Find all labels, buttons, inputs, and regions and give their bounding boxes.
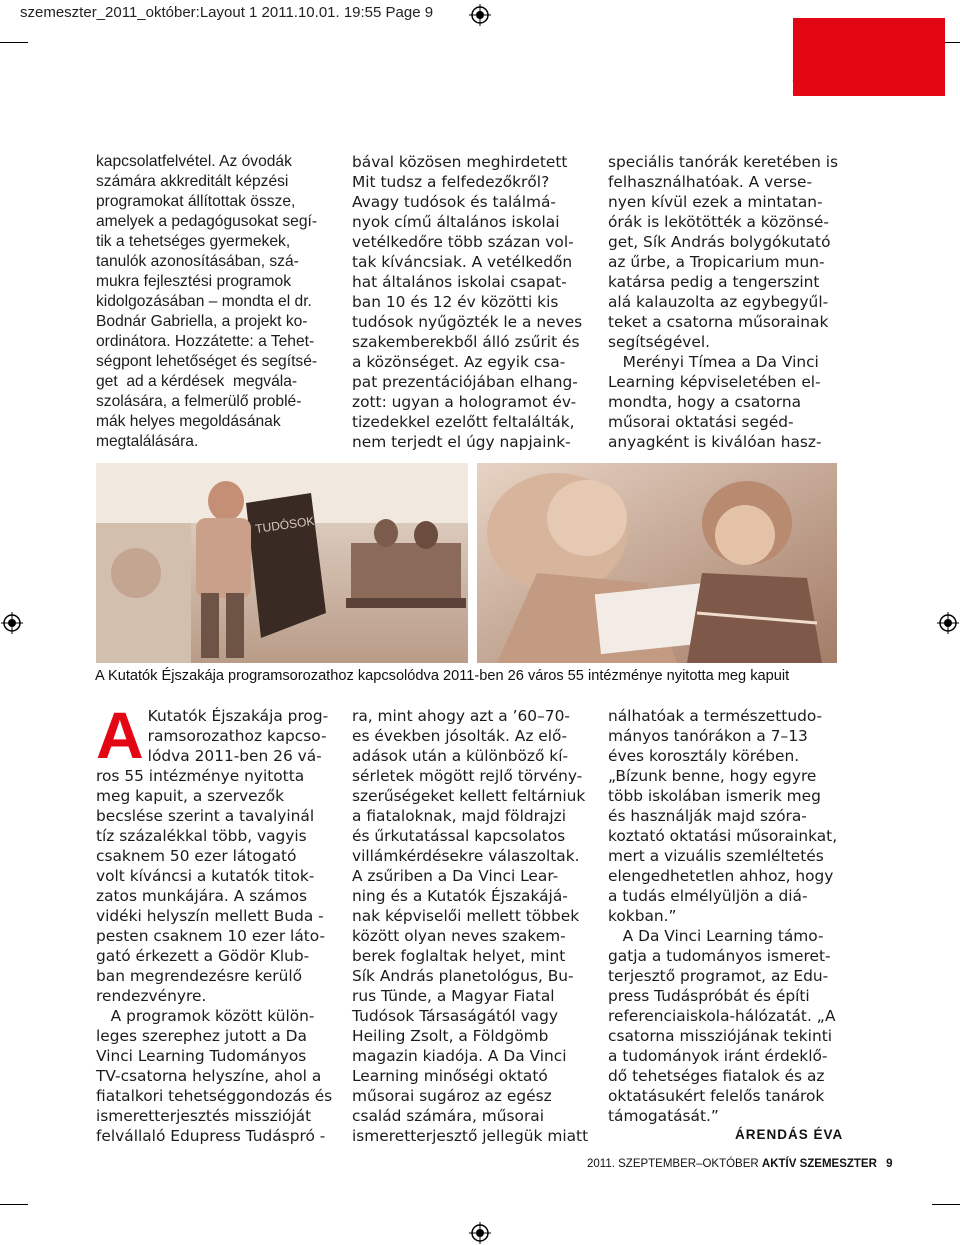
text-line: tak kíváncsiak. A vetélkedőn	[352, 253, 573, 271]
text-line: zatos munkájára. A számos	[96, 887, 308, 905]
text-line: vidéki helyszín mellett Buda -	[96, 907, 324, 925]
text-line: tanulók azonosításában, szá-	[96, 253, 299, 270]
text-line: bával közösen meghirdetett	[352, 153, 568, 171]
text-line: oktatásukért felelős tanárok	[608, 1087, 825, 1105]
registration-mark-icon	[937, 612, 959, 634]
text-line: ros 55 intézménye nyitotta	[96, 767, 305, 785]
text-line: szerűségeket kellett feltárniuk	[352, 787, 586, 805]
text-line: Kutatók Éjszakája prog-	[147, 707, 329, 725]
text-line: tudósok nyűgözték le a neves	[352, 313, 583, 331]
text-line: becslése szerint a tavalyinál	[96, 807, 315, 825]
text-line: ra, mint ahogy azt a ’60–70-	[352, 707, 570, 725]
text-line: éves korosztály körében.	[608, 747, 800, 765]
text-line: nem terjedt el úgy napjaink-	[352, 433, 571, 451]
text-line: katársa pedig a tengerszint	[608, 273, 820, 291]
article-column-2	[352, 706, 592, 1146]
text-line: csaknem 50 ezer látogató	[96, 847, 297, 865]
text-line: megtalálására.	[96, 433, 199, 450]
text-line: speciális tanórák keretében is	[608, 153, 839, 171]
text-line: ordinátora. Hozzátette: a Tehet-	[96, 333, 315, 350]
crop-mark	[0, 1204, 28, 1205]
text-line: elengedhetetlen ahhoz, hogy	[608, 867, 834, 885]
text-line: mert a vizuális szemléltetés	[608, 847, 824, 865]
intro-column	[96, 152, 336, 452]
text-line: és űrkutatással kapcsolatos	[352, 827, 566, 845]
footer-issue: 2011. SZEPTEMBER–OKTÓBER	[587, 1158, 759, 1170]
print-slug: szemeszter_2011_október:Layout 1 2011.10.01. 19:55 Page 9	[20, 4, 434, 21]
text-line: mondta, hogy a csatorna	[608, 393, 802, 411]
text-line: segítségével.	[608, 333, 711, 351]
text-line: pesten csaknem 10 ezer láto-	[96, 927, 326, 945]
text-line: Mit tudsz a felfedezőkről?	[352, 173, 550, 191]
text-line: alá kalauzolta az egybegyűl-	[608, 293, 829, 311]
text-line: magazin kiadója. A Da Vinci	[352, 1047, 567, 1065]
text-line: A zsűriben a Da Vinci Lear-	[352, 867, 559, 885]
text-line: sérletek mögött rejlő törvény-	[352, 767, 583, 785]
text-line: a tudás elmélyüljön a diá-	[608, 887, 808, 905]
text-line: a közönséget. Az egyik csa-	[352, 353, 566, 371]
text-line: órák is lekötötték a közönsé-	[608, 213, 829, 231]
text-line: és használják majd szóra-	[608, 807, 807, 825]
text-line: press Tudáspróbát és építi	[608, 987, 810, 1005]
text-line: meg kapuit, a szervezők	[96, 787, 285, 805]
text-line: a fiataloknak, majd földrajzi	[352, 807, 567, 825]
registration-mark-icon	[469, 4, 491, 26]
crop-mark	[0, 42, 28, 43]
text-line: számára akkreditált képzési	[96, 173, 289, 190]
article-column-1	[96, 698, 336, 1146]
text-line: mukra fejlesztési programok	[96, 273, 291, 290]
text-line: adások után a különböző kí-	[352, 747, 569, 765]
text-line: az űrbe, a Tropicarium mun-	[608, 253, 825, 271]
text-line: koztató oktatási műsorainkat,	[608, 827, 838, 845]
text-line: műsorai sugároz az egész	[352, 1087, 552, 1105]
text-line: volt kíváncsi a kutatók titok-	[96, 867, 315, 885]
page-number: 9	[886, 1158, 893, 1170]
text-line: között olyan neves szakem-	[352, 927, 566, 945]
article-column-3	[608, 706, 848, 1126]
text-line: ismeretterjesztő jellegük miatt	[352, 1127, 589, 1145]
text-line: amelyek a pedagógusokat segí-	[96, 213, 318, 230]
text-line: csatorna missziójának tekinti	[608, 1027, 833, 1045]
text-line: tizedekkel ezelőtt feltalálták,	[352, 413, 575, 431]
text-line: es években jósolták. Az elő-	[352, 727, 568, 745]
text-line: vetélkedőre több százan vol-	[352, 233, 574, 251]
text-line: zott: ugyan a hologramot év-	[352, 393, 577, 411]
text-line: tik a tehetséges gyermekek,	[96, 233, 291, 250]
page-footer	[587, 1158, 893, 1170]
text-line: a tudományok iránt érdeklő-	[608, 1047, 828, 1065]
text-line: pat prezentációjában elhang-	[352, 373, 578, 391]
text-line: lódva 2011-ben 26 vá-	[147, 747, 322, 765]
text-line: teket a csatorna műsorainak	[608, 313, 829, 331]
text-line: ning és a Kutatók Éjszakájá-	[352, 887, 568, 905]
text-line: kokban.”	[608, 907, 677, 925]
text-line: támogatását.”	[608, 1107, 719, 1125]
text-line: hat általános iskolai csapat-	[352, 273, 567, 291]
text-line: anyagként is kiválóan hasz-	[608, 433, 822, 451]
text-line: mák helyes megoldásának	[96, 413, 281, 430]
text-line: ségpont lehetőséget és segítsé-	[96, 353, 318, 370]
drop-cap: A	[96, 698, 144, 772]
text-line: ramsorozathoz kapcso-	[147, 727, 327, 745]
text-line: Heiling Zsolt, a Földgömb	[352, 1027, 549, 1045]
text-line: nálhatóak a természettudo-	[608, 707, 823, 725]
text-line: Tudósok Társaságától vagy	[352, 1007, 558, 1025]
author-byline: ÁRENDÁS ÉVA	[735, 1127, 844, 1142]
text-line: műsorai oktatási segéd-	[608, 413, 794, 431]
text-line: gató érkezett a Gödör Klub-	[96, 947, 310, 965]
text-line: ban megrendezésre kerülő	[96, 967, 303, 985]
text-line: szolására, a felmerülő problé-	[96, 393, 302, 410]
text-line: gatja a tudományos ismeret-	[608, 947, 831, 965]
text-line: több iskolában ismerik meg	[608, 787, 821, 805]
text-line: szakemberekből álló zsűrit és	[352, 333, 580, 351]
text-line: rus Tünde, a Magyar Fiatal	[352, 987, 555, 1005]
text-line: „Bízunk benne, hogy egyre	[608, 767, 817, 785]
text-line: get ad a kérdések megvála-	[96, 373, 298, 390]
text-line: nak képviselői mellett többek	[352, 907, 580, 925]
text-line: felhasználhatóak. A verse-	[608, 173, 813, 191]
text-line: Vinci Learning Tudományos	[96, 1047, 307, 1065]
text-line: ismeretterjesztés misszióját	[96, 1107, 312, 1125]
crop-mark	[932, 1204, 960, 1205]
text-line: Learning képviseletében el-	[608, 373, 821, 391]
text-line: tíz százalékkal több, vagyis	[96, 827, 307, 845]
text-line: A programok között külön-	[96, 1007, 315, 1025]
text-line: rendezvényre.	[96, 987, 207, 1005]
svg-text:TUDÓSOK: TUDÓSOK	[254, 513, 316, 536]
photo-right	[477, 463, 837, 663]
text-line: leges szerephez jutott a Da	[96, 1027, 307, 1045]
text-line: család számára, műsorai	[352, 1107, 544, 1125]
section-title: NAGYÍTÓ	[792, 78, 890, 98]
text-line: programokat állítottak össze,	[96, 193, 296, 210]
text-line: A Da Vinci Learning támo-	[608, 927, 824, 945]
top-column-2	[352, 152, 592, 452]
footer-magazine: AKTÍV SZEMESZTER	[761, 1158, 877, 1170]
text-line: get, Sík András bolygókutató	[608, 233, 831, 251]
text-line: fiatalkori tehetséggondozás és	[96, 1087, 333, 1105]
text-line: mányos tanórákon a 7–13	[608, 727, 808, 745]
text-line: terjesztő programot, az Edu-	[608, 967, 829, 985]
text-line: TV-csatorna helyszíne, ahol a	[96, 1067, 322, 1085]
top-column-3	[608, 152, 848, 452]
text-line: Sík András planetológus, Bu-	[352, 967, 574, 985]
text-line: nyok című általános iskolai	[352, 213, 560, 231]
registration-mark-icon	[1, 612, 23, 634]
text-line: Merényi Tímea a Da Vinci	[608, 353, 819, 371]
text-line: ban 10 és 12 év közötti kis	[352, 293, 559, 311]
text-line: dő tehetséges fiatalok és az	[608, 1067, 825, 1085]
text-line: Learning minőségi oktató	[352, 1067, 548, 1085]
text-line: Avagy tudósok és találmá-	[352, 193, 556, 211]
text-line: berek foglaltak helyet, mint	[352, 947, 566, 965]
text-line: kapcsolatfelvétel. Az óvodák	[96, 153, 292, 170]
photo-left	[96, 463, 468, 663]
registration-mark-icon	[469, 1222, 491, 1244]
text-line: kidolgozásában – mondta el dr.	[96, 293, 312, 310]
text-line: villámkérdésekre válaszoltak.	[352, 847, 580, 865]
photo-caption: A Kutatók Éjszakája programsorozathoz kapcsolódva 2011-ben 26 város 55 intézménye nyitotta meg kapuit	[95, 668, 790, 684]
text-line: referenciaiskola-hálózatát. „A	[608, 1007, 836, 1025]
text-line: nyen kívül ezek a mintatan-	[608, 193, 823, 211]
text-line: felvállaló Edupress Tudáspró -	[96, 1127, 326, 1145]
text-line: Bodnár Gabriella, a projekt ko-	[96, 313, 308, 330]
